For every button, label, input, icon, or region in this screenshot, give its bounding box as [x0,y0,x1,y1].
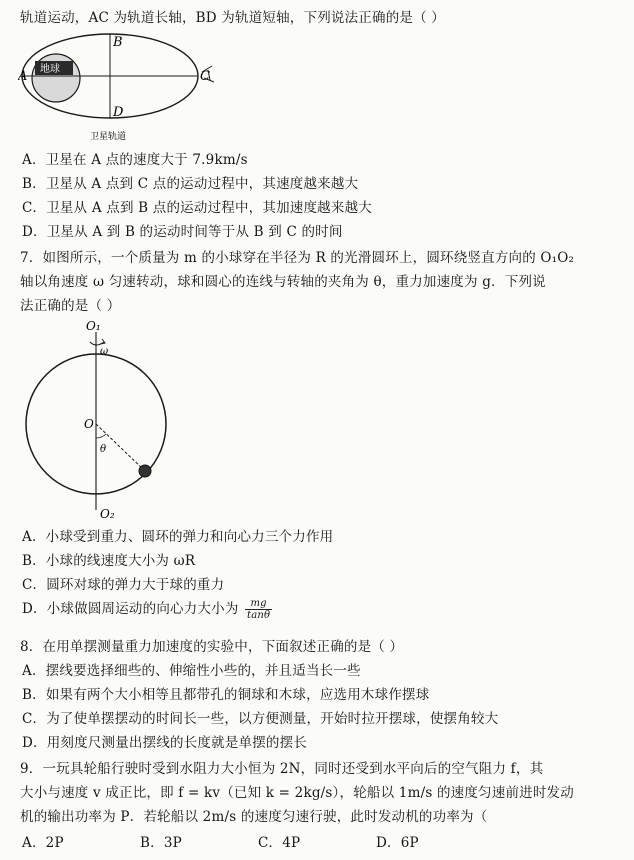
label-theta: θ [100,444,107,455]
q6-option-a: A．卫星在 A 点的速度大于 7.9km/s [22,152,248,168]
q9-stem-line-2: 大小与速度 v 成正比，即 f = kv（已知 k = 2kg/s），轮船以 1m/s 的速度匀速前进时发动 [20,785,574,801]
earth-label: 地球 [40,64,60,75]
q7-option-d-denominator: tanθ [247,610,271,621]
theta-arc [96,434,106,438]
q8-option-a: A．摆线要选择细些的、伸缩性小些的，并且适当长一些 [22,663,361,679]
q8-option-b: B．如果有两个大小相等且都带孔的铜球和木球，应选用木球作摆球 [22,687,430,703]
q9-stem-line-3: 机的输出功率为 P．若轮船以 2m/s 的速度匀速行驶，此时发动机的功率为（ [20,809,488,825]
q9-option-c: C．4P [258,835,301,851]
q6-option-c: C．卫星从 A 点到 B 点的运动过程中，其加速度越来越大 [22,200,372,216]
point-B: B [113,35,123,50]
label-O1: O₁ [86,319,101,333]
ring-figure [20,318,180,520]
q6-option-b: B．卫星从 A 点到 C 点的运动过程中，其速度越来越大 [22,176,359,192]
q7-option-b: B．小球的线速度大小为 ωR [22,553,196,569]
point-C: C [200,69,210,84]
q7-stem-line-1: 7．如图所示，一个质量为 m 的小球穿在半径为 R 的光滑圆环上，圆环绕竖直方向的 O₁O₂ [20,250,575,266]
orbit-caption: 卫星轨道 [90,132,127,142]
q7-stem-line-3: 法正确的是（ ） [20,298,121,314]
q9-stem-line-1: 9．一玩具轮船行驶时受到水阻力大小恒为 2N，同时还受到水平向后的空气阻力 f，其 [20,761,544,777]
q7-option-d [22,597,272,621]
ball [139,465,151,477]
label-O2: O₂ [100,507,115,520]
q9-option-a: A．2P [22,835,64,851]
q7-option-c: C．圆环对球的弹力大于球的重力 [22,577,225,593]
point-D: D [113,105,124,120]
q7-option-d-fraction [245,598,272,621]
label-O: O [84,417,94,431]
q9-option-d: D．6P [376,835,419,851]
label-omega: ω [100,346,109,357]
q6-stem-tail: 轨道运动，AC 为轨道长轴，BD 为轨道短轴，下列说法正确的是（ ） [20,10,445,26]
q8-option-c: C．为了使单摆摆动的时间长一些，以方便测量，开始时拉开摆球，使摆角较大 [22,711,499,727]
q8-option-d: D．用刻度尺测量出摆线的长度就是单摆的摆长 [22,735,308,751]
q7-stem-line-2: 轴以角速度 ω 匀速转动，球和圆心的连线与转轴的夹角为 θ，重力加速度为 g．下列说 [20,274,546,290]
q6-option-d: D．卫星从 A 到 B 的运动时间等于从 B 到 C 的时间 [22,224,343,240]
q7-option-d-text: D．小球做圆周运动的向心力大小为 [22,601,239,617]
q7-option-d-numerator: mg [245,598,272,610]
q8-stem: 8．在用单摆测量重力加速度的实验中，下面叙述正确的是（ ） [20,639,404,655]
q9-option-b: B．3P [140,835,182,851]
point-A: A [18,69,28,84]
q7-option-a: A．小球受到重力、圆环的弹力和向心力三个力作用 [22,529,334,545]
orbit-figure [18,26,228,146]
